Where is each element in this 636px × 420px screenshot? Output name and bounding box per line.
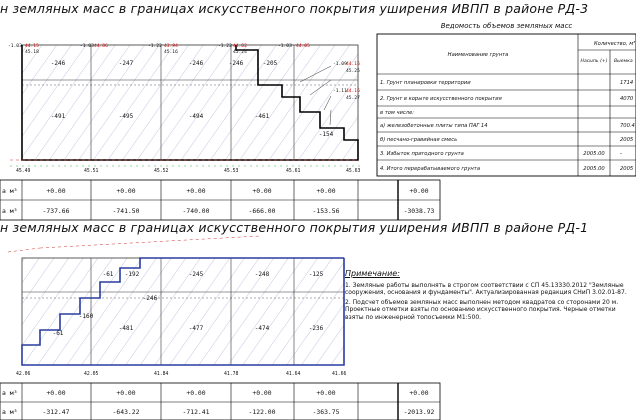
axis-value: 45.51: [84, 169, 99, 174]
node-mark: 45.18: [25, 50, 39, 55]
cell-value: -494: [188, 113, 204, 120]
fill-total: +0.00: [409, 389, 429, 397]
row-vyemka: 2005: [620, 166, 634, 172]
cut-value: -737.66: [42, 207, 70, 215]
node-mark: -1.09: [333, 62, 347, 67]
cell-value: -247: [118, 60, 134, 67]
row-vyemka: -: [620, 151, 622, 157]
fill-value: +0.00: [186, 389, 206, 397]
notes-heading: Примечание:: [345, 269, 400, 278]
row-vyemka: 700.4: [620, 123, 635, 129]
section-2-grid: [16, 258, 347, 377]
section-1-title: н земляных масс в границах искусственного покрытия уширения ИВПП в районе РД-3: [0, 1, 589, 16]
node-mark: -1.22: [148, 44, 162, 49]
section-2-title: н земляных масс в границах искусственного покрытия уширения ИВПП в районе РД-1: [0, 220, 589, 235]
node-mark: -1.22: [218, 44, 232, 49]
cell-value: -474: [254, 325, 270, 332]
node-mark: 45.27: [346, 96, 360, 101]
axis-value: 45.52: [154, 169, 169, 174]
cell-value: -481: [118, 325, 134, 332]
cell-value: -61: [102, 271, 114, 278]
note-item: 1. Земляные работы выполнять в строгом соответствии с СП 45.13330.2012 "Земляные сооружения, основания и фундаменты". Актуализированная редакция СНиП 3.02.01-87.: [345, 281, 627, 297]
cell-value: -245: [188, 271, 204, 278]
cell-value: -154: [318, 131, 334, 138]
axis-value: 42.05: [84, 372, 99, 377]
section-2-summary-table: [0, 383, 440, 420]
cell-value: -125: [308, 271, 324, 278]
header-qty: Количество, м³: [594, 41, 636, 47]
cell-value: -246: [228, 60, 244, 67]
cell-value: -246: [142, 295, 158, 302]
row-nasyp: 2005.00: [583, 151, 605, 157]
notes-panel: [345, 270, 636, 324]
node-mark: 44.16: [346, 62, 360, 67]
cell-value: -246: [50, 60, 66, 67]
axis-value: 42.06: [16, 372, 31, 377]
cell-value: -248: [254, 271, 270, 278]
row-name: б) песчано-гравийная смесь: [380, 137, 458, 143]
cell-value: -477: [188, 325, 204, 332]
cut-value: -741.50: [112, 207, 140, 215]
row-name: 2. Грунт в корыте искусственного покрытия: [380, 96, 502, 102]
cell-value: -160: [78, 313, 94, 320]
fill-value: +0.00: [186, 187, 206, 195]
fill-value: +0.00: [46, 389, 66, 397]
row-label: а м³: [2, 408, 18, 416]
axis-value: 45.53: [224, 169, 239, 174]
fill-total: +0.00: [409, 187, 429, 195]
note-item: 2. Подсчет объемов земляных масс выполнен методом квадратов со сторонами 20 м. Проектные отметки взяты по основанию искусственного покрытия. Черные отметки взяты по инженерной топосъемки М1:500.: [345, 298, 619, 321]
row-vyemka: 4070: [620, 96, 634, 102]
row-vyemka: 2005: [620, 137, 634, 143]
vedomost-title: Ведомость объемов земляных масс: [440, 22, 573, 30]
node-mark: 45.16: [164, 50, 178, 55]
fill-value: +0.00: [316, 187, 336, 195]
header-vyemka: Выемка: [614, 59, 633, 64]
cell-value: -61: [52, 330, 64, 337]
row-name: а) железобетонные плиты типа ПАГ 14: [380, 123, 488, 129]
fill-value: +0.00: [252, 187, 272, 195]
node-mark: 43.94: [164, 44, 178, 49]
row-name: в том числе:: [380, 110, 415, 116]
axis-value: 45.49: [16, 169, 31, 174]
cell-value: -495: [118, 113, 134, 120]
cut-value: -312.47: [42, 408, 70, 416]
cut-value: -712.41: [182, 408, 210, 416]
cut-value: -740.00: [182, 207, 210, 215]
row-name: 1. Грунт планировки территории: [380, 80, 471, 86]
cell-value: -246: [188, 60, 204, 67]
cut-value: -153.56: [312, 207, 340, 215]
row-name: 3. Избыток пригодного грунта: [380, 151, 464, 157]
axis-value: 41.84: [154, 372, 169, 377]
header-name: Наименование грунта: [447, 52, 509, 58]
cell-value: -491: [50, 113, 66, 120]
node-mark: -1.03: [8, 44, 22, 49]
node-mark: 45.24: [233, 50, 247, 55]
row-name: 4. Итого перерабатываемого грунта: [380, 166, 481, 172]
axis-value: 45.61: [286, 169, 301, 174]
row-label: а м³: [2, 207, 18, 215]
cut-value: -363.75: [312, 408, 340, 416]
row-label: а м³: [2, 187, 18, 195]
vedomost-panel: [377, 22, 636, 182]
fill-value: +0.00: [316, 389, 336, 397]
node-mark: 44.86: [94, 44, 108, 49]
node-mark: 44.16: [346, 89, 360, 94]
row-label: а м³: [2, 389, 18, 397]
node-mark: -1.03: [278, 44, 292, 49]
cut-value: -666.00: [248, 207, 276, 215]
cell-value: -236: [308, 325, 324, 332]
cut-value: -643.22: [112, 408, 140, 416]
fill-value: +0.00: [252, 389, 272, 397]
node-mark: -1.11: [333, 89, 347, 94]
fill-value: +0.00: [116, 389, 136, 397]
header-nasyp: Насыпь (+): [580, 59, 608, 64]
cut-total: -2013.92: [403, 408, 435, 416]
node-mark: -1.03: [80, 44, 94, 49]
node-mark: 44.15: [25, 44, 39, 49]
axis-value: 41.78: [224, 372, 239, 377]
cell-value: -192: [124, 271, 140, 278]
cell-value: -461: [254, 113, 270, 120]
node-mark: 44.02: [233, 44, 247, 49]
fill-value: +0.00: [116, 187, 136, 195]
cut-value: -122.00: [248, 408, 276, 416]
cell-value: -205: [262, 60, 278, 67]
section-1-grid: [8, 43, 361, 174]
node-mark: 44.05: [296, 44, 310, 49]
axis-value: 41.64: [286, 372, 301, 377]
cut-total: -3038.73: [403, 207, 435, 215]
axis-value: 41.66: [332, 372, 347, 377]
fill-value: +0.00: [46, 187, 66, 195]
node-mark: 45.25: [346, 69, 360, 74]
axis-value: 45.63: [346, 169, 361, 174]
row-nasyp: 2005.00: [583, 166, 605, 172]
section-1-summary-table: [0, 180, 440, 220]
row-vyemka: 1714: [620, 80, 634, 86]
